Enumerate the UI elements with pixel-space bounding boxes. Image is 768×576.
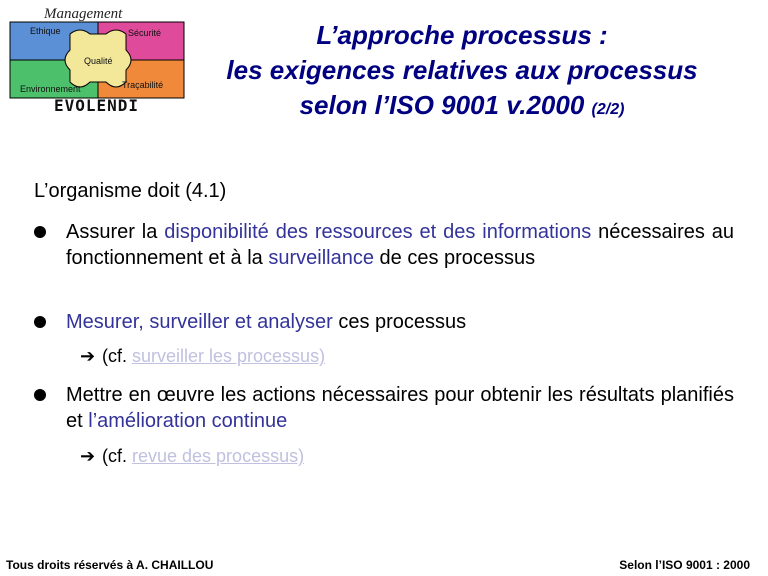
bullet-1-highlight-2: surveillance (268, 247, 374, 269)
bullet-dot-icon (34, 316, 46, 328)
bullet-item-3 (34, 382, 734, 434)
evolendi-logo (8, 6, 188, 114)
link-surveiller-processus[interactable]: surveiller les processus) (132, 346, 326, 366)
logo-securite: Sécurité (128, 28, 162, 38)
bullet-2-t1: ces processus (332, 311, 467, 333)
bullet-3-t1: Mettre en œuvre les actions nécessaires pour obtenir les résultats planifiés et (66, 384, 734, 432)
title-line-2: les exigences relatives aux processus (226, 55, 698, 85)
logo-environnement: Environnement (20, 84, 81, 94)
page-title (190, 18, 734, 127)
intro-text: L’organisme doit (4.1) (34, 180, 227, 202)
bullet-item-1 (34, 219, 734, 271)
title-line-3 (190, 88, 734, 127)
logo-brand: EVOLENDI (54, 96, 140, 115)
footer-standard: Selon l’ISO 9001 : 2000 (619, 558, 750, 572)
bullet-1-t1: Assurer la (66, 221, 165, 243)
bullet-1-highlight-1: disponibilité des ressources et des informations (164, 221, 592, 243)
footer-copyright: Tous droits réservés à A. CHAILLOU (6, 558, 214, 572)
arrow-right-icon: ➔ (80, 346, 96, 366)
bullet-dot-icon (34, 226, 46, 238)
bullet-1-t2: nécessaires au fonctionnement et à la (66, 221, 735, 269)
bullet-text-3 (66, 382, 734, 434)
logo-management-text: Management (44, 6, 123, 22)
title-line-1: L’approche processus : (316, 20, 608, 50)
bullet-2-highlight: Mesurer, surveiller et analyser (66, 311, 333, 333)
arrow-right-icon: ➔ (80, 446, 96, 466)
reference-prefix: (cf. (102, 346, 132, 366)
bullet-item-2 (34, 309, 734, 335)
reference-revue (80, 446, 304, 467)
logo-tracabilite: Traçabilité (122, 80, 164, 90)
link-revue-processus[interactable]: revue des processus) (132, 446, 305, 466)
reference-surveiller (80, 346, 325, 367)
bullet-text-2 (66, 309, 734, 335)
logo-qualite: Qualité (84, 56, 113, 66)
bullet-dot-icon (34, 389, 46, 401)
bullet-1-t3: de ces processus (373, 247, 536, 269)
reference-prefix: (cf. (102, 446, 132, 466)
bullet-text-1 (66, 219, 734, 271)
title-part: (2/2) (591, 101, 625, 118)
title-line-3-text: selon l’ISO 9001 v.2000 (299, 90, 585, 120)
logo-ethique: Ethique (30, 26, 61, 36)
bullet-3-highlight: l’amélioration continue (88, 410, 288, 432)
